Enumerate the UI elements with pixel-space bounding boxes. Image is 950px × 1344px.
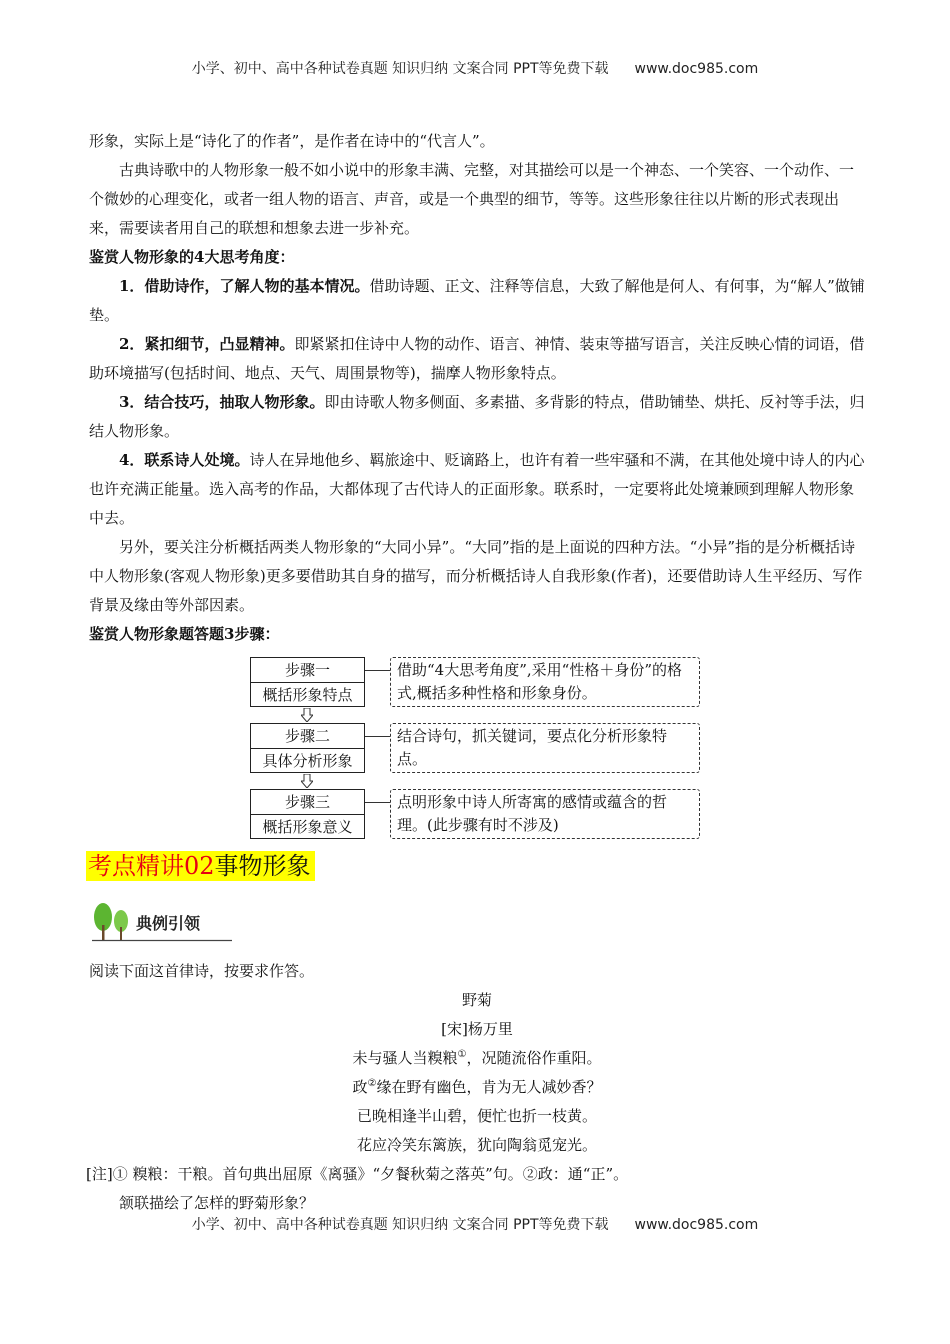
angle-item-4-text: 诗人在异地他乡、羁旅途中、贬谪路上，也许有着一些牢骚和不满，在其他处境中诗人的内心也许充满正能量。选入高考的作品，大都体现了古代诗人的正面形象。联系时，一定要将此处境兼顾到理解人物形象中去。	[89, 451, 865, 527]
poem-note: [注]① 糗粮：干粮。首句典出屈原《离骚》“夕餐秋菊之落英”句。②政：通“正”。	[86, 1165, 629, 1183]
footnote-ref-2: ②	[367, 1078, 377, 1089]
header-text: 小学、初中、高中各种试卷真题 知识归纳 文案合同 PPT等免费下载	[191, 61, 609, 77]
steps-flowchart	[250, 657, 702, 839]
angle-item-4-title: 4．联系诗人处境。	[119, 451, 250, 469]
step-2-box	[250, 723, 365, 773]
main-content	[89, 127, 865, 649]
page-footer	[0, 1214, 950, 1234]
paragraph-3: 另外，要关注分析概括两类人物形象的“大同小异”。“大同”指的是上面说的四种方法。“小异”指的是分析概括诗中人物形象(客观人物形象)更多要借助其自身的描写，而分析概括诗人自我形象(作者)，还要借助诗人生平经历、写作背景及缘由等外部因素。	[89, 538, 863, 614]
badge-label: 典例引领	[136, 914, 201, 933]
angle-item-1-text: 借助诗题、正文、注释等信息，大致了解他是何人、有何事，为“解人”做铺垫。	[89, 277, 865, 324]
paragraph-2: 古典诗歌中的人物形象一般不如小说中的形象丰满、完整，对其描绘可以是一个神态、一个笑容、一个动作、一个微妙的心理变化，或者一组人物的语言、声音，或是一个典型的细节，等等。这些形象往往以片断的形式表现出来，需要读者用自己的联想和想象去进一步补充。	[89, 161, 855, 237]
tree-icon	[94, 903, 128, 940]
angle-item-2	[89, 330, 865, 388]
angle-item-3	[89, 388, 865, 446]
step-1-box	[250, 657, 365, 707]
heading-three-steps: 鉴赏人物形象题答题3步骤：	[89, 625, 280, 643]
angle-item-2-text: 即紧紧扣住诗中人物的动作、语言、神情、装束等描写语言，关注反映心情的词语，借助环境描写(包括时间、地点、天气、周围景物等)，揣摩人物形象特点。	[89, 335, 865, 382]
step-1-connector	[365, 670, 390, 671]
poem-section	[86, 957, 865, 1218]
poem-line-4: 花应冷笑东篱族，犹向陶翁觅宠光。	[356, 1136, 597, 1154]
paragraph-1: 形象，实际上是“诗化了的作者”，是作者在诗中的“代言人”。	[89, 132, 495, 150]
question: 颔联描绘了怎样的野菊形象？	[119, 1194, 315, 1212]
section-title-red: 考点精讲02	[88, 852, 215, 880]
poem-line-2	[89, 1073, 865, 1102]
footer-site[interactable]: www.doc985.com	[634, 1217, 759, 1233]
angle-item-4	[89, 446, 865, 533]
poem-line-1	[89, 1044, 865, 1073]
poem-author: [宋]杨万里	[441, 1020, 513, 1038]
section-title	[86, 851, 315, 881]
poem-line-2-b: 缘在野有幽色，肯为无人减妙香？	[376, 1078, 602, 1096]
poem-title: 野菊	[461, 991, 492, 1009]
section-title-black: 事物形象	[214, 852, 311, 880]
step-2-title: 步骤二	[251, 724, 364, 749]
heading-four-angles: 鉴赏人物形象的4大思考角度：	[89, 248, 295, 266]
angle-item-2-title: 2．紧扣细节，凸显精神。	[119, 335, 295, 353]
poem-instruction: 阅读下面这首律诗，按要求作答。	[89, 962, 315, 980]
step-1-title: 步骤一	[251, 658, 364, 683]
step-2-description: 结合诗句，抓关键词，要点化分析形象特点。	[390, 723, 700, 773]
step-3-title: 步骤三	[251, 790, 364, 815]
footnote-ref-1: ①	[457, 1049, 467, 1060]
angle-item-3-text: 即由诗歌人物多侧面、多素描、多背影的特点，借助铺垫、烘托、反衬等手法，归结人物形象。	[89, 393, 865, 440]
step-3-description: 点明形象中诗人所寄寓的感情或蕴含的哲理。(此步骤有时不涉及)	[390, 789, 700, 839]
example-badge	[90, 901, 235, 943]
down-arrow-icon	[301, 774, 313, 788]
angle-item-1-title: 1．借助诗作，了解人物的基本情况。	[119, 277, 370, 295]
footer-text: 小学、初中、高中各种试卷真题 知识归纳 文案合同 PPT等免费下载	[191, 1217, 609, 1233]
step-2-connector	[365, 736, 390, 737]
step-3-subtitle: 概括形象意义	[262, 818, 353, 836]
step-3-box	[250, 789, 365, 839]
step-1-description: 借助“4大思考角度”,采用“性格＋身份”的格式,概括多种性格和形象身份。	[390, 657, 700, 707]
poem-line-1-b: ，况随流俗作重阳。	[466, 1049, 602, 1067]
step-1-subtitle: 概括形象特点	[262, 686, 353, 704]
step-3-connector	[365, 802, 390, 803]
poem-line-1-a: 未与骚人当糗粮	[352, 1049, 458, 1067]
angle-item-1	[89, 272, 865, 330]
step-2-subtitle: 具体分析形象	[262, 752, 353, 770]
poem-line-3: 已晚相逢半山碧，便忙也折一枝黄。	[356, 1107, 597, 1125]
down-arrow-icon	[301, 708, 313, 722]
page-header	[0, 58, 950, 78]
poem-line-2-a: 政	[352, 1078, 368, 1096]
angle-item-3-title: 3．结合技巧，抽取人物形象。	[119, 393, 325, 411]
header-site[interactable]: www.doc985.com	[634, 61, 759, 77]
